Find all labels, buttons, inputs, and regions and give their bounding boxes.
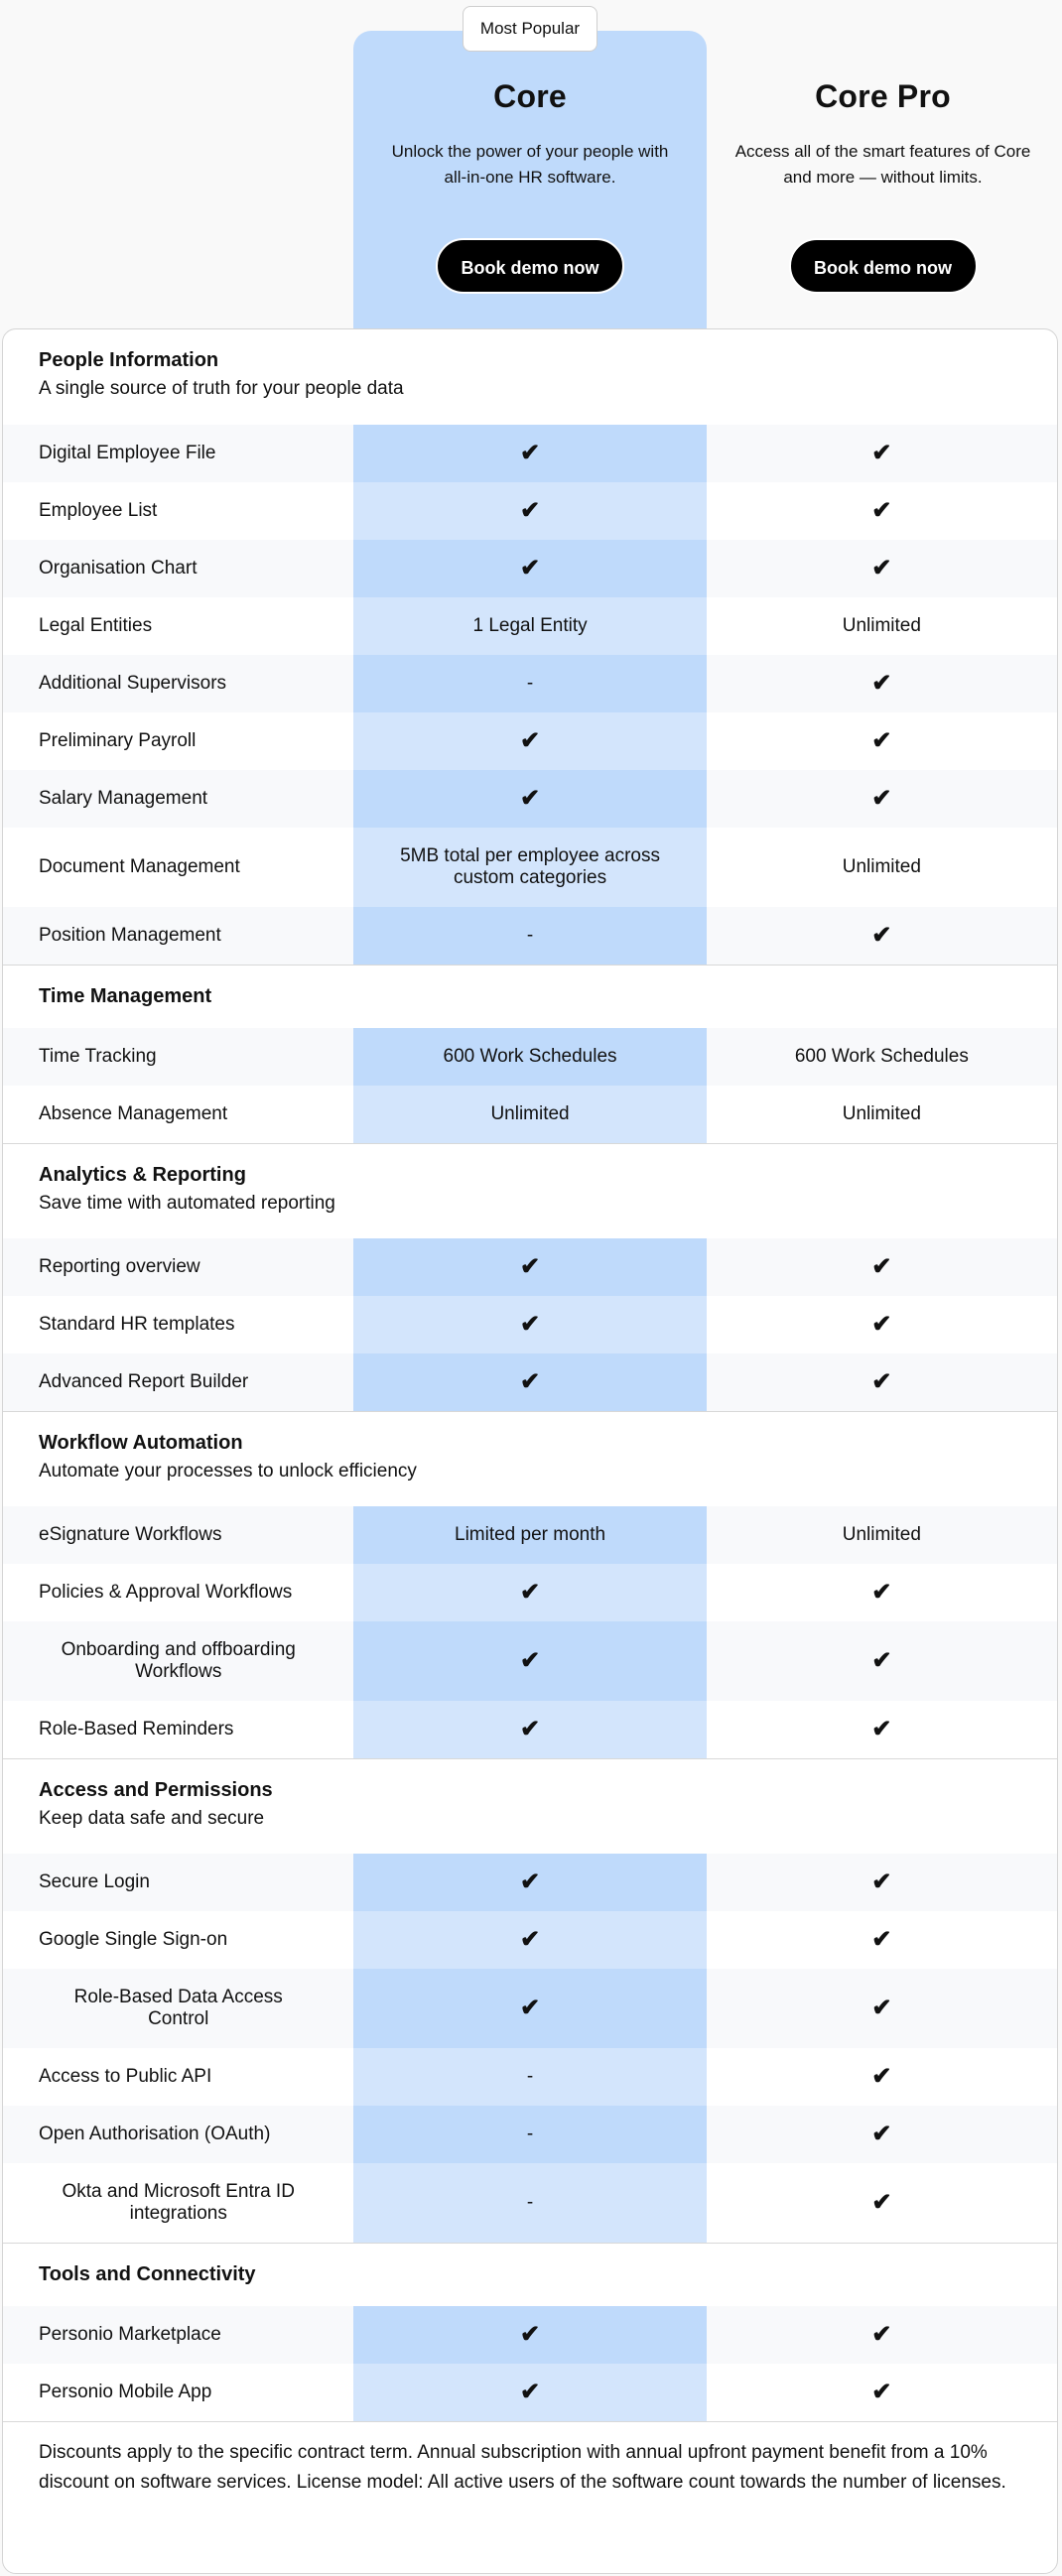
section-header: [3, 1411, 1057, 1506]
table-row: [3, 1564, 1057, 1621]
table-row: [3, 1621, 1057, 1701]
checkmark-icon: ✔: [871, 785, 892, 812]
feature-name: Policies & Approval Workflows: [39, 1582, 293, 1603]
feature-name: Google Single Sign-on: [39, 1929, 228, 1950]
pro-value: Unlimited: [842, 1524, 921, 1545]
most-popular-badge: Most Popular: [463, 6, 597, 52]
checkmark-icon: ✔: [871, 670, 892, 697]
section-title: Workflow Automation: [39, 1432, 243, 1454]
checkmark-icon: ✔: [871, 1716, 892, 1742]
core-cell: [353, 712, 706, 770]
pro-cell: [707, 2048, 1057, 2106]
core-pro-book-demo-button[interactable]: Book demo now: [789, 238, 978, 294]
pro-value: Unlimited: [842, 1103, 921, 1124]
core-cell: [353, 2364, 706, 2421]
plan-core-pro-name: Core Pro: [815, 78, 951, 114]
pro-cell: [707, 1238, 1057, 1296]
core-cell: [353, 1353, 706, 1411]
pro-cell: [707, 1969, 1057, 2048]
checkmark-icon: ✔: [519, 1368, 541, 1395]
checkmark-icon: ✔: [871, 727, 892, 754]
core-cell: [353, 1701, 706, 1758]
pro-cell: [707, 1621, 1057, 1701]
feature-name: Employee List: [39, 500, 158, 521]
pro-cell: [707, 1564, 1057, 1621]
core-cell: [353, 2306, 706, 2364]
checkmark-icon: ✔: [871, 1368, 892, 1395]
feature-name: Salary Management: [39, 788, 208, 809]
section-title: Access and Permissions: [39, 1779, 273, 1801]
feature-name: Personio Mobile App: [39, 2382, 212, 2402]
pro-cell: [707, 482, 1057, 540]
checkmark-icon: ✔: [871, 1253, 892, 1280]
pro-cell: [707, 425, 1057, 482]
table-row: [3, 425, 1057, 482]
feature-name: Role-Based Data Access Control: [73, 1987, 283, 2029]
feature-name: Standard HR templates: [39, 1314, 235, 1335]
pro-cell: [707, 712, 1057, 770]
pro-cell: [707, 655, 1057, 712]
checkmark-icon: ✔: [519, 1311, 541, 1338]
core-cell: [353, 1621, 706, 1701]
core-cell: [353, 1911, 706, 1969]
checkmark-icon: ✔: [519, 1868, 541, 1895]
plan-core-pro-header: [707, 31, 1059, 348]
feature-name: Reporting overview: [39, 1256, 200, 1277]
checkmark-icon: ✔: [519, 1253, 541, 1280]
checkmark-icon: ✔: [871, 1995, 892, 2021]
section-title: Tools and Connectivity: [39, 2263, 256, 2285]
core-cell: [353, 482, 706, 540]
checkmark-icon: ✔: [519, 1579, 541, 1606]
plan-core-pro-description: Access all of the smart features of Core and more — without limits.: [734, 142, 1031, 187]
table-row: [3, 712, 1057, 770]
checkmark-icon: ✔: [871, 2121, 892, 2147]
section-header: [3, 1758, 1057, 1854]
feature-name: Personio Marketplace: [39, 2324, 221, 2345]
feature-name: Position Management: [39, 925, 221, 946]
table-row: [3, 2364, 1057, 2421]
feature-name: Organisation Chart: [39, 558, 198, 579]
checkmark-icon: ✔: [871, 2379, 892, 2405]
checkmark-icon: ✔: [520, 1995, 541, 2021]
feature-name: Access to Public API: [39, 2066, 212, 2087]
table-row: [3, 2163, 1057, 2243]
table-row: [3, 770, 1057, 828]
table-row: [3, 1969, 1057, 2048]
pro-cell: [707, 770, 1057, 828]
table-row: [3, 828, 1057, 907]
table-row: [3, 1701, 1057, 1758]
core-cell: [353, 1238, 706, 1296]
core-value: 1 Legal Entity: [353, 597, 706, 655]
core-value: -: [353, 2048, 706, 2106]
core-value: -: [353, 907, 706, 965]
core-value: 600 Work Schedules: [353, 1028, 706, 1086]
feature-name: Advanced Report Builder: [39, 1371, 249, 1392]
checkmark-icon: ✔: [871, 1868, 892, 1895]
checkmark-icon: ✔: [519, 1926, 541, 1953]
section-header: [3, 1143, 1057, 1238]
pro-cell: [707, 2306, 1057, 2364]
section-subtitle: Automate your processes to unlock efficiency: [39, 1461, 417, 1481]
plan-core-name: Core: [493, 78, 567, 114]
checkmark-icon: ✔: [519, 497, 541, 524]
pro-cell: [707, 2163, 1057, 2243]
core-cell: [353, 1854, 706, 1911]
section-header: [3, 965, 1057, 1028]
core-value: -: [353, 2163, 706, 2243]
table-row: [3, 2048, 1057, 2106]
core-book-demo-button[interactable]: Book demo now: [436, 238, 624, 294]
pro-value: 600 Work Schedules: [794, 1046, 969, 1067]
core-value: -: [353, 2106, 706, 2163]
feature-name: Okta and Microsoft Entra ID integrations: [62, 2181, 295, 2224]
feature-name: Preliminary Payroll: [39, 730, 197, 751]
core-value: 5MB total per employee across custom categories: [353, 828, 706, 907]
feature-name: Absence Management: [39, 1103, 228, 1124]
checkmark-icon: ✔: [520, 1647, 541, 1674]
pro-cell: [707, 2364, 1057, 2421]
checkmark-icon: ✔: [519, 2379, 541, 2405]
table-row: [3, 1353, 1057, 1411]
checkmark-icon: ✔: [871, 1311, 892, 1338]
core-value: Unlimited: [353, 1086, 706, 1143]
core-cell: [353, 770, 706, 828]
checkmark-icon: ✔: [519, 440, 541, 466]
section-title: People Information: [39, 349, 219, 371]
checkmark-icon: ✔: [519, 555, 541, 581]
table-row: [3, 2306, 1057, 2364]
table-row: [3, 1506, 1057, 1564]
core-cell: [353, 425, 706, 482]
section-title: Time Management: [39, 985, 212, 1007]
feature-name: Additional Supervisors: [39, 673, 227, 694]
checkmark-icon: ✔: [871, 440, 892, 466]
feature-name: Open Authorisation (OAuth): [39, 2124, 271, 2144]
table-row: [3, 1854, 1057, 1911]
table-row: [3, 597, 1057, 655]
feature-name: Secure Login: [39, 1871, 150, 1892]
checkmark-icon: ✔: [871, 2321, 892, 2348]
pro-value: Unlimited: [842, 856, 921, 877]
plan-core-header: [353, 31, 707, 348]
table-row: [3, 1238, 1057, 1296]
pro-cell: [707, 2106, 1057, 2163]
table-row: [3, 1086, 1057, 1143]
section-subtitle: A single source of truth for your people data: [39, 378, 404, 399]
feature-name: Legal Entities: [39, 615, 153, 636]
table-row: [3, 1296, 1057, 1353]
checkmark-icon: ✔: [519, 727, 541, 754]
checkmark-icon: ✔: [871, 2189, 892, 2216]
checkmark-icon: ✔: [871, 555, 892, 581]
core-value: Limited per month: [353, 1506, 706, 1564]
table-row: [3, 540, 1057, 597]
checkmark-icon: ✔: [519, 1716, 541, 1742]
pro-cell: [707, 1353, 1057, 1411]
table-row: [3, 1911, 1057, 1969]
feature-name: eSignature Workflows: [39, 1524, 222, 1545]
pro-cell: [707, 1854, 1057, 1911]
core-cell: [353, 1296, 706, 1353]
pro-cell: [707, 907, 1057, 965]
core-cell: [353, 1969, 706, 2048]
feature-name: Digital Employee File: [39, 443, 216, 463]
checkmark-icon: ✔: [871, 1926, 892, 1953]
section-header: [3, 2243, 1057, 2306]
checkmark-icon: ✔: [871, 497, 892, 524]
checkmark-icon: ✔: [871, 922, 892, 949]
table-row: [3, 907, 1057, 965]
table-row: [3, 1028, 1057, 1086]
section-title: Analytics & Reporting: [39, 1164, 246, 1186]
footer-note: Discounts apply to the specific contract term. Annual subscription with annual upfront payment benefit from a 10% discount on software services. License model: All active users of the software count towards the number of licenses.: [3, 2421, 1057, 2498]
feature-name: Time Tracking: [39, 1046, 157, 1067]
feature-name: Role-Based Reminders: [39, 1719, 234, 1739]
feature-name: Document Management: [39, 856, 240, 877]
pro-cell: [707, 1911, 1057, 1969]
core-value: -: [353, 655, 706, 712]
pro-value: Unlimited: [842, 615, 921, 636]
section-header: [3, 329, 1057, 425]
feature-comparison-table: [2, 328, 1058, 2574]
checkmark-icon: ✔: [519, 785, 541, 812]
table-row: [3, 655, 1057, 712]
feature-name: Onboarding and offboarding Workflows: [61, 1639, 296, 1682]
core-cell: [353, 1564, 706, 1621]
table-row: [3, 482, 1057, 540]
checkmark-icon: ✔: [871, 1579, 892, 1606]
checkmark-icon: ✔: [871, 1647, 892, 1674]
core-cell: [353, 540, 706, 597]
section-subtitle: Save time with automated reporting: [39, 1193, 335, 1214]
pro-cell: [707, 540, 1057, 597]
checkmark-icon: ✔: [871, 2063, 892, 2090]
section-subtitle: Keep data safe and secure: [39, 1808, 265, 1829]
pro-cell: [707, 1296, 1057, 1353]
table-row: [3, 2106, 1057, 2163]
checkmark-icon: ✔: [519, 2321, 541, 2348]
pro-cell: [707, 1701, 1057, 1758]
plan-core-description: Unlock the power of your people with all-in-one HR software.: [391, 142, 669, 187]
